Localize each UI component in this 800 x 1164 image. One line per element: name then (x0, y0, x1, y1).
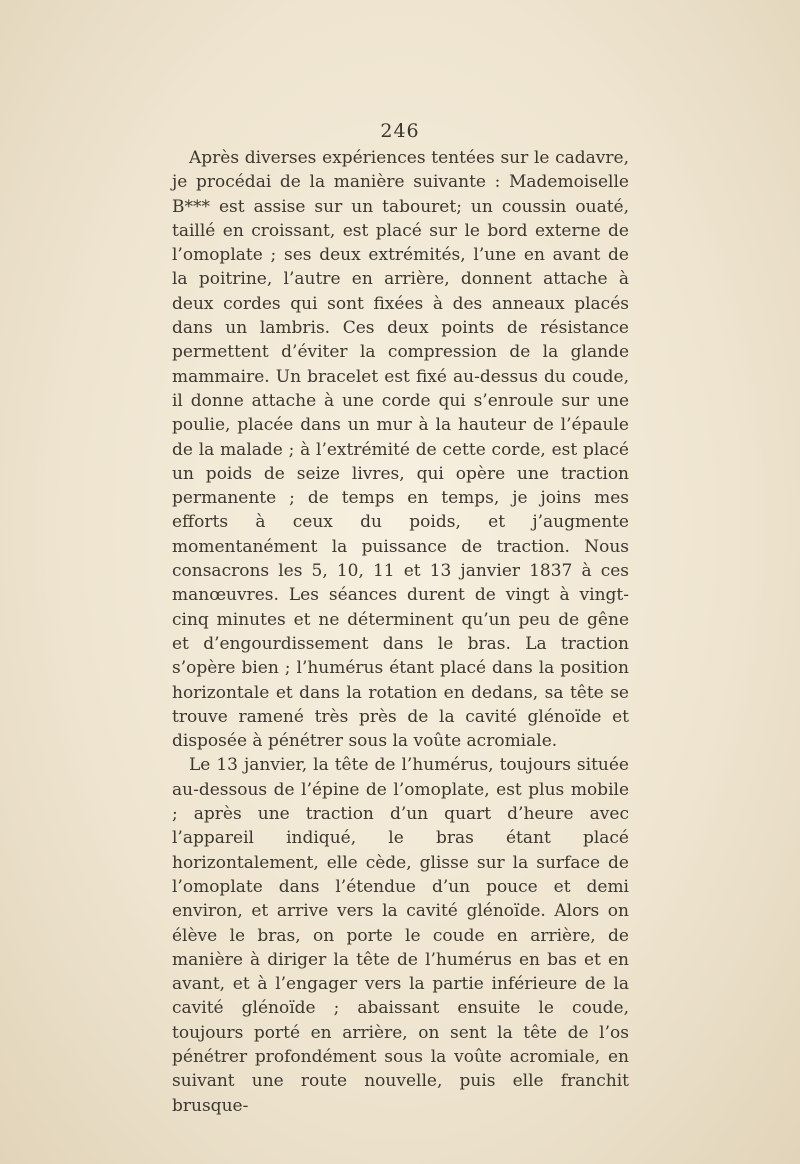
paragraph-1: Après diverses expériences tentées sur le cadavre, je procédai de la manière suivante : Mademoiselle B*** est assise sur un tabouret; un coussin ouaté, taillé en croissant, est placé sur le bord externe de l’omoplate ; ses deux extrémités, l’une en avant de la poitrine, l’autre en arrière, donnent attache à deux cordes qui sont fixées à des anneaux placés dans un lambris. Ces deux points de résistance permettent d’éviter la compression de la glande mammaire. Un bracelet est fixé au-dessus du coude, il donne attache à une corde qui s’enroule sur une poulie, placée dans un mur à la hauteur de l’épaule de la malade ; à l’extrémité de cette corde, est placé un poids de seize livres, qui opère une traction permanente ; de temps en temps, je joins mes efforts à ceux du poids, et j’augmente momentanément la puissance de traction. Nous consacrons les 5, 10, 11 et 13 janvier 1837 à ces manœuvres. Les séances durent de vingt à vingt-cinq minutes et ne déterminent qu’un peu de gêne et d’engourdissement dans le bras. La traction s’opère bien ; l’humérus étant placé dans la position horizontale et dans la rotation en dedans, sa tête se trouve ramené très près de la cavité glénoïde et disposée à pénétrer sous la voûte acromiale. (172, 148, 629, 752)
body-text (172, 146, 629, 1118)
paragraph-2: Le 13 janvier, la tête de l’humérus, toujours située au-dessous de l’épine de l’omoplate, est plus mobile ; après une traction d’un quart d’heure avec l’appareil indiqué, le bras étant placé horizontalement, elle cède, glisse sur la surface de l’omoplate dans l’étendue d’un pouce et demi environ, et arrive vers la cavité glénoïde. Alors on élève le bras, on porte le coude en arrière, de manière à diriger la tête de l’humérus en bas et en avant, et à l’engager vers la partie inférieure de la cavité glénoïde ; abaissant ensuite le coude, toujours porté en arrière, on sent la tête de l’os pénétrer profondément sous la voûte acromiale, en suivant une route nouvelle, puis elle franchit brusque- (172, 755, 629, 1116)
page-number: 246 (380, 120, 420, 142)
